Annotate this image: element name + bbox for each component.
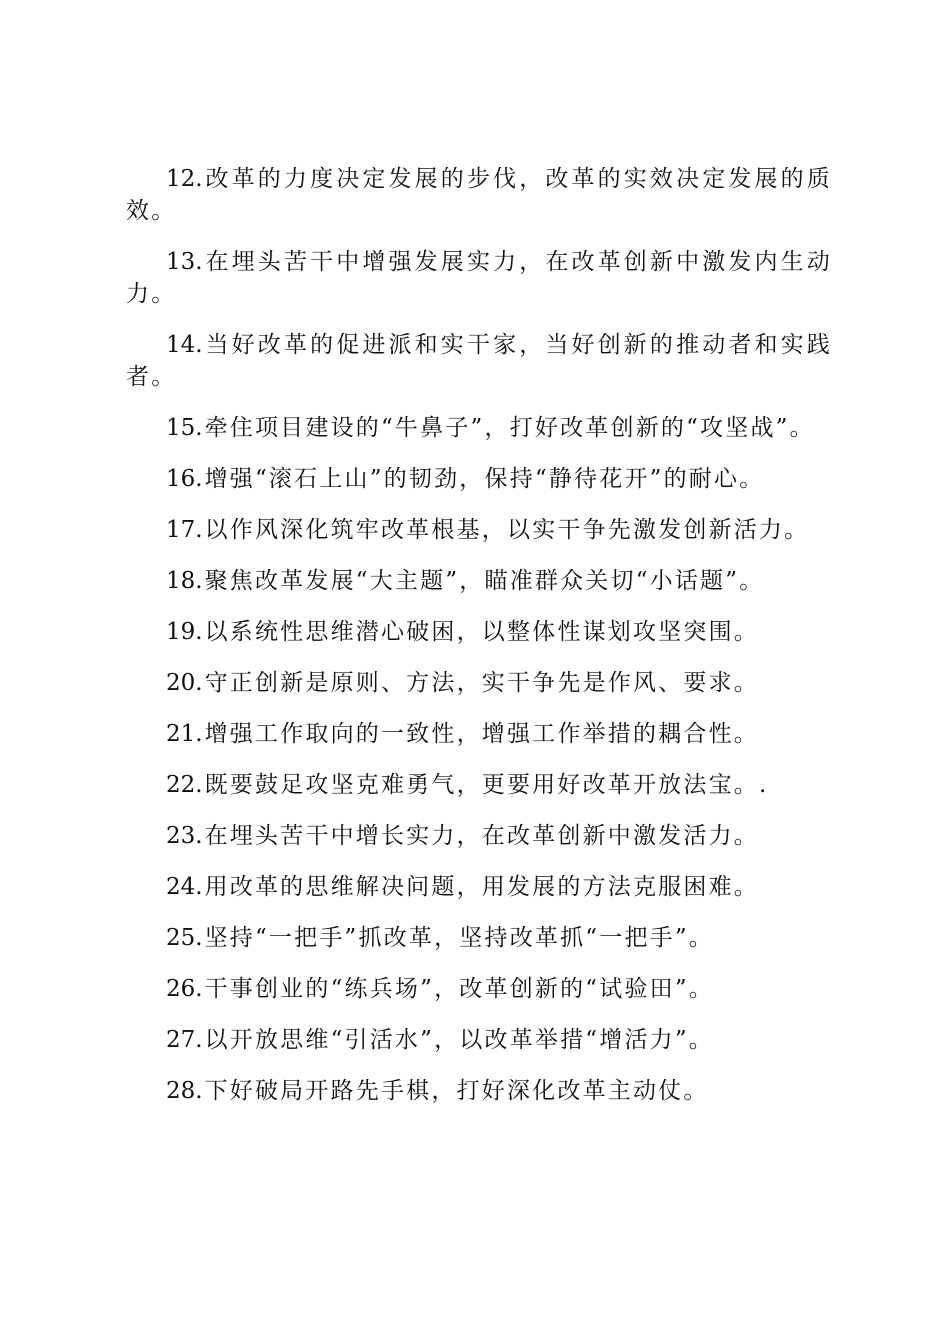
list-item: [126, 514, 832, 546]
item-number: 23.: [166, 823, 203, 849]
item-text: 以开放思维“引活水”，以改革举措“增活力”。: [204, 1027, 715, 1053]
item-number: 14.: [166, 332, 203, 358]
item-text: 聚焦改革发展“大主题”，瞄准群众关切“小话题”。: [204, 568, 765, 594]
item-number: 15.: [166, 415, 203, 441]
list-item: [126, 1024, 832, 1056]
item-text: 既要鼓足攻坚克难勇气，更要用好改革开放法宝。.: [204, 772, 769, 798]
document-body: [126, 163, 832, 1126]
list-item: [126, 246, 832, 310]
item-number: 19.: [166, 619, 203, 645]
item-text: 守正创新是原则、方法，实干争先是作风、要求。: [204, 670, 759, 696]
item-number: 27.: [166, 1027, 203, 1053]
item-text: 牵住项目建设的“牛鼻子”，打好改革创新的“攻坚战”。: [204, 415, 815, 441]
item-number: 24.: [166, 874, 203, 900]
item-text: 以系统性思维潜心破困，以整体性谋划攻坚突围。: [204, 619, 759, 645]
list-item: [126, 922, 832, 954]
list-item: [126, 820, 832, 852]
list-item: [126, 769, 832, 801]
list-item: [126, 667, 832, 699]
list-item: [126, 463, 832, 495]
list-item: [126, 1075, 832, 1107]
item-text: 在埋头苦干中增强发展实力，在改革创新中激发内生动力。: [126, 249, 832, 307]
item-text: 用改革的思维解决问题，用发展的方法克服困难。: [204, 874, 759, 900]
list-item: [126, 718, 832, 750]
item-number: 18.: [166, 568, 203, 594]
item-number: 21.: [166, 721, 203, 747]
list-item: [126, 329, 832, 393]
item-text: 改革的力度决定发展的步伐，改革的实效决定发展的质效。: [126, 166, 832, 224]
item-number: 22.: [166, 772, 203, 798]
item-number: 26.: [166, 976, 203, 1002]
item-text: 以作风深化筑牢改革根基，以实干争先激发创新活力。: [204, 517, 810, 543]
list-item: [126, 163, 832, 227]
item-number: 25.: [166, 925, 203, 951]
item-text: 干事创业的“练兵场”，改革创新的“试验田”。: [204, 976, 715, 1002]
item-number: 20.: [166, 670, 203, 696]
item-text: 坚持“一把手”抓改革，坚持改革抓“一把手”。: [204, 925, 715, 951]
list-item: [126, 412, 832, 444]
item-text: 增强工作取向的一致性，增强工作举措的耦合性。: [204, 721, 759, 747]
item-text: 在埋头苦干中增长实力，在改革创新中激发活力。: [204, 823, 759, 849]
list-item: [126, 616, 832, 648]
item-number: 28.: [166, 1078, 203, 1104]
list-item: [126, 973, 832, 1005]
item-number: 13.: [166, 249, 203, 275]
item-text: 下好破局开路先手棋，打好深化改革主动仗。: [204, 1078, 709, 1104]
item-number: 16.: [166, 466, 203, 492]
list-item: [126, 565, 832, 597]
item-number: 12.: [166, 166, 203, 192]
item-text: 当好改革的促进派和实干家，当好创新的推动者和实践者。: [126, 332, 832, 390]
list-item: [126, 871, 832, 903]
item-number: 17.: [166, 517, 203, 543]
item-text: 增强“滚石上山”的韧劲，保持“静待花开”的耐心。: [204, 466, 765, 492]
